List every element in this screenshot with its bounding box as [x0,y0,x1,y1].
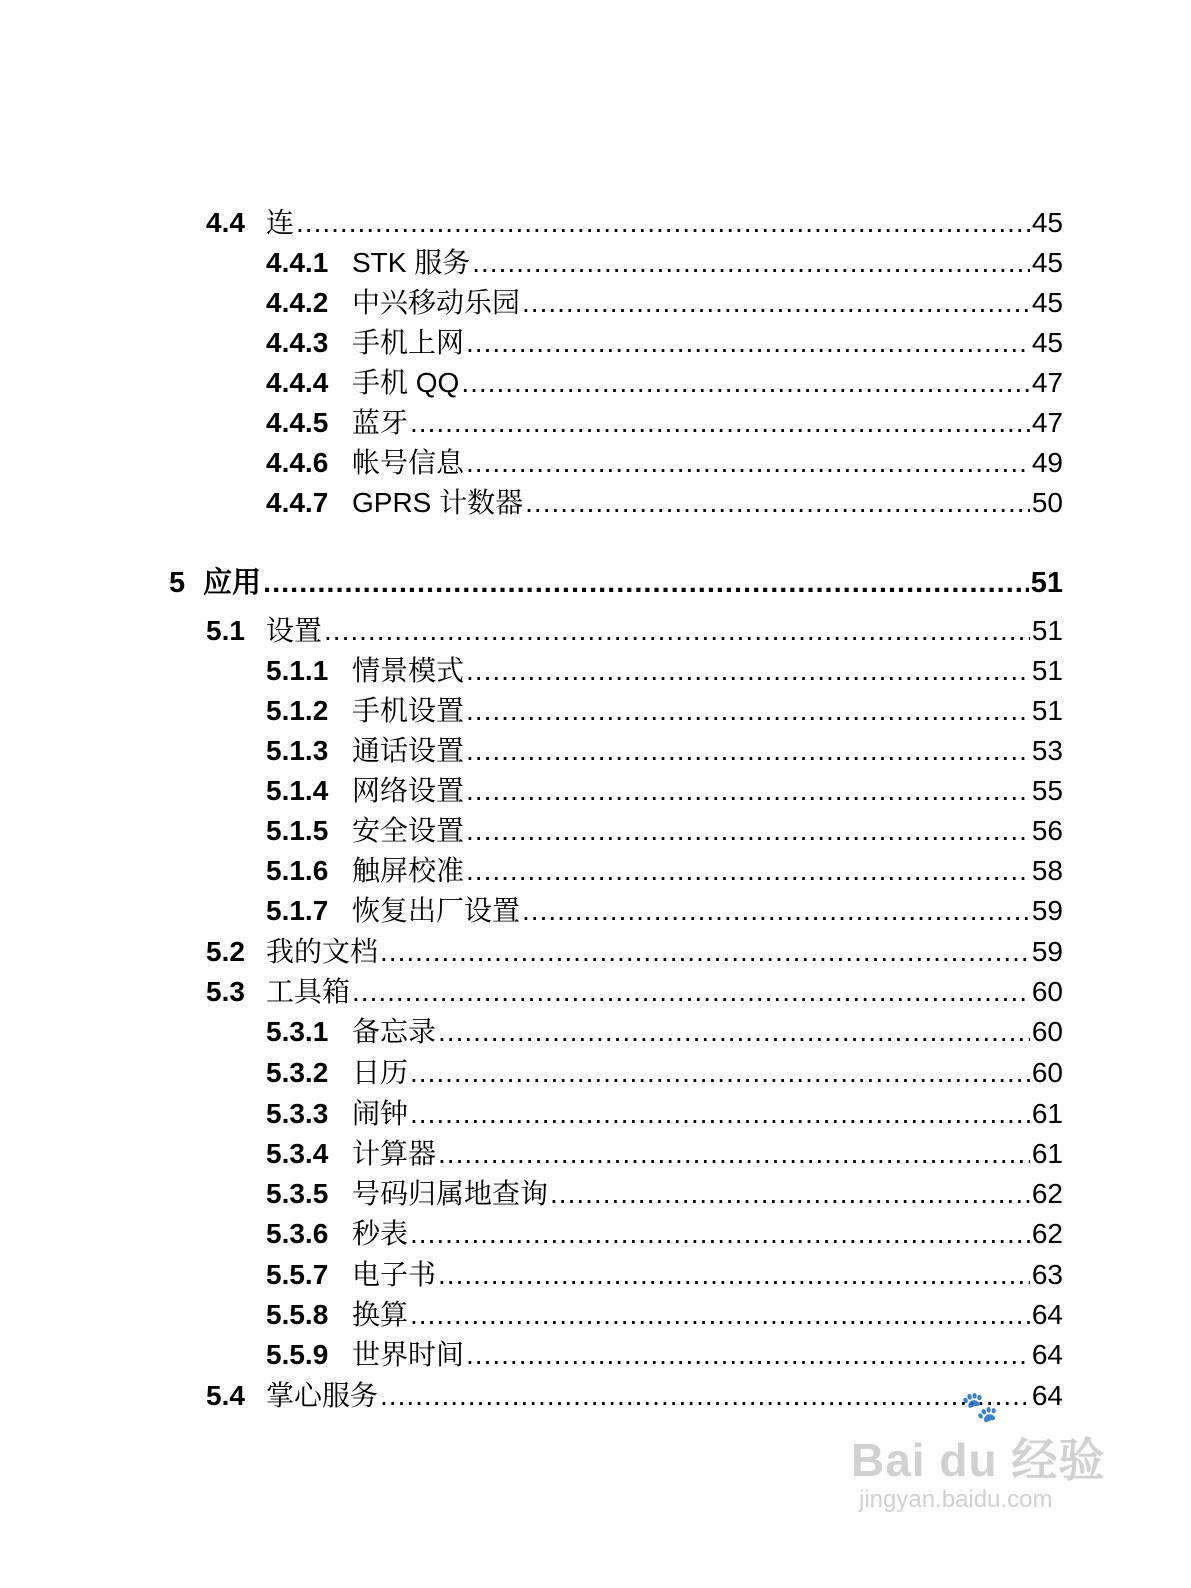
toc-dot-leader [472,243,1030,283]
toc-entry-number: 4.4.1 [266,247,329,278]
toc-entry-page: 61 [1031,1138,1063,1169]
toc-entry-number: 5 [169,567,186,599]
toc-entry-title: 设置 [266,615,323,646]
toc-entry-page: 45 [1031,287,1063,318]
toc-dot-leader [410,1295,1030,1335]
toc-entry-number: 4.4.2 [266,287,329,318]
toc-entry[interactable] [0,403,1063,443]
toc-dot-leader [296,203,1030,243]
toc-entry-page: 56 [1031,815,1063,846]
toc-dot-leader [466,811,1030,851]
toc-dot-leader [380,1376,1030,1416]
toc-entry-title: 情景模式 [352,655,465,686]
toc-entry-number: 5.3.5 [266,1178,329,1209]
toc-entry-number: 5.3.6 [266,1218,329,1249]
toc-entry[interactable] [0,731,1063,771]
toc-entry[interactable] [0,651,1063,691]
toc-entry[interactable] [0,483,1063,523]
toc-entry-title: 蓝牙 [352,407,409,438]
toc-entry-title: 电子书 [352,1259,437,1290]
toc-entry-number: 5.5.9 [266,1339,329,1370]
toc-entry-title: 帐号信息 [352,447,465,478]
toc-entry-title: 计算器 [352,1138,437,1169]
toc-entry[interactable] [0,323,1063,363]
toc-entry-number: 4.4.7 [266,487,329,518]
toc-entry-page: 50 [1031,487,1063,518]
toc-entry-title: 安全设置 [352,815,465,846]
toc-dot-leader [410,403,1030,443]
toc-entry-title: 中兴移动乐园 [352,287,521,318]
toc-entry-number: 5.1.5 [266,815,329,846]
toc-entry-title: 工具箱 [266,976,351,1007]
toc-dot-leader [466,1335,1030,1375]
toc-entry-page: 58 [1031,855,1063,886]
toc-entry-number: 4.4 [206,207,245,238]
toc-entry-number: 5.4 [206,1380,245,1411]
toc-entry-page: 64 [1031,1339,1063,1370]
toc-entry-page: 64 [1031,1299,1063,1330]
toc-dot-leader [438,1012,1030,1052]
toc-dot-leader [380,932,1030,972]
toc-dot-leader [263,563,1029,603]
toc-entry[interactable] [0,1012,1063,1052]
toc-entry-number: 4.4.5 [266,407,329,438]
toc-entry[interactable] [0,1295,1063,1335]
toc-entry[interactable] [0,283,1063,323]
toc-entry[interactable] [0,611,1063,651]
toc-entry[interactable] [0,203,1063,243]
toc-dot-leader [525,483,1030,523]
toc-entry[interactable] [0,363,1063,403]
toc-entry-number: 5.1 [206,615,245,646]
toc-entry-page: 47 [1031,407,1063,438]
toc-dot-leader [466,691,1030,731]
toc-entry-title: 手机上网 [352,327,465,358]
toc-dot-leader [466,731,1030,771]
toc-entry-page: 60 [1031,1016,1063,1047]
toc-entry-page: 51 [1031,615,1063,646]
toc-dot-leader [410,1094,1030,1134]
toc-entry[interactable] [0,1134,1063,1174]
toc-entry-page: 62 [1031,1178,1063,1209]
toc-entry-number: 4.4.4 [266,367,329,398]
toc-entry-number: 5.1.7 [266,895,329,926]
toc-entry-title: 连 [266,207,295,238]
toc-entry[interactable] [0,1255,1063,1295]
toc-entry-title: 我的文档 [266,936,379,967]
toc-entry-page: 60 [1031,976,1063,1007]
toc-entry[interactable] [0,243,1063,283]
toc-entry-title: 触屏校准 [352,855,465,886]
toc-entry-page: 59 [1031,895,1063,926]
watermark-brand: Bai du 经验 [851,1434,1106,1486]
toc-dot-leader [438,1134,1030,1174]
toc-entry-page: 55 [1031,775,1063,806]
toc-entry[interactable] [0,443,1063,483]
toc-dot-leader [522,283,1030,323]
toc-entry-page: 49 [1031,447,1063,478]
toc-entry-page: 45 [1031,207,1063,238]
toc-entry-title: 换算 [352,1299,409,1330]
toc-entry-page: 51 [1031,655,1063,686]
toc-entry[interactable] [0,811,1063,851]
toc-dot-leader [466,443,1030,483]
toc-entry-page: 51 [1030,567,1063,599]
toc-entry-number: 5.5.7 [266,1259,329,1290]
paw-icon: 🐾 [961,1391,999,1424]
toc-entry[interactable] [0,1053,1063,1093]
toc-entry-title: 恢复出厂设置 [352,895,521,926]
toc-entry[interactable] [0,932,1063,972]
toc-dot-leader [438,1255,1030,1295]
toc-entry-page: 59 [1031,936,1063,967]
toc-entry-title: STK 服务 [352,247,471,278]
toc-entry[interactable] [0,972,1063,1012]
toc-dot-leader [324,611,1030,651]
toc-entry-page: 61 [1031,1098,1063,1129]
toc-dot-leader [466,651,1030,691]
toc-entry[interactable] [0,1094,1063,1134]
toc-entry-number: 5.1.4 [266,775,329,806]
toc-entry-page: 45 [1031,247,1063,278]
toc-entry-title: 备忘录 [352,1016,437,1047]
toc-entry-title: 闹钟 [352,1098,409,1129]
toc-entry-page: 64 [1031,1380,1063,1411]
watermark-url: jingyan.baidu.com [859,1486,1053,1513]
toc-entry-number: 5.3 [206,976,245,1007]
toc-entry[interactable] [0,1376,1063,1416]
toc-entry-number: 5.5.8 [266,1299,329,1330]
toc-entry-number: 5.1.6 [266,855,329,886]
toc-entry-title: 手机 QQ [352,367,460,398]
toc-entry-title: 网络设置 [352,775,465,806]
toc-entry-page: 51 [1031,695,1063,726]
toc-entry-title: 秒表 [352,1218,409,1249]
toc-entry-number: 5.1.1 [266,655,329,686]
toc-dot-leader [466,851,1030,891]
toc-entry-number: 5.2 [206,936,245,967]
toc-entry-number: 5.1.2 [266,695,329,726]
toc-dot-leader [466,771,1030,811]
toc-entry-number: 4.4.6 [266,447,329,478]
toc-entry[interactable] [0,891,1063,931]
toc-entry[interactable] [0,851,1063,891]
toc-entry-title: 号码归属地查询 [352,1178,549,1209]
toc-entry-title: 日历 [352,1057,409,1088]
toc-entry-page: 45 [1031,327,1063,358]
toc-entry-page: 53 [1031,735,1063,766]
toc-dot-leader [410,1214,1030,1254]
toc-entry-number: 4.4.3 [266,327,329,358]
toc-entry[interactable] [0,563,1063,603]
toc-dot-leader [352,972,1030,1012]
toc-entry[interactable] [0,1214,1063,1254]
toc-entry-number: 5.1.3 [266,735,329,766]
toc-entry[interactable] [0,1335,1063,1375]
toc-entry-title: 掌心服务 [266,1380,379,1411]
toc-dot-leader [461,363,1030,403]
toc-entry-number: 5.3.4 [266,1138,329,1169]
toc-entry[interactable] [0,691,1063,731]
toc-entry-title: 世界时间 [352,1339,465,1370]
toc-entry-title: 手机设置 [352,695,465,726]
toc-entry-title: 通话设置 [352,735,465,766]
toc-entry-number: 5.3.3 [266,1098,329,1129]
toc-entry[interactable] [0,1174,1063,1214]
toc-dot-leader [550,1174,1030,1214]
toc-entry-page: 47 [1031,367,1063,398]
toc-entry[interactable] [0,771,1063,811]
toc-dot-leader [522,891,1030,931]
toc-entry-page: 62 [1031,1218,1063,1249]
toc-entry-number: 5.3.2 [266,1057,329,1088]
toc-entry-title: 应用 [203,567,262,599]
toc-dot-leader [410,1053,1030,1093]
toc-dot-leader [466,323,1030,363]
toc-entry-title: GPRS 计数器 [352,487,524,518]
toc-entry-page: 60 [1031,1057,1063,1088]
toc-entry-page: 63 [1031,1259,1063,1290]
toc-entry-number: 5.3.1 [266,1016,329,1047]
